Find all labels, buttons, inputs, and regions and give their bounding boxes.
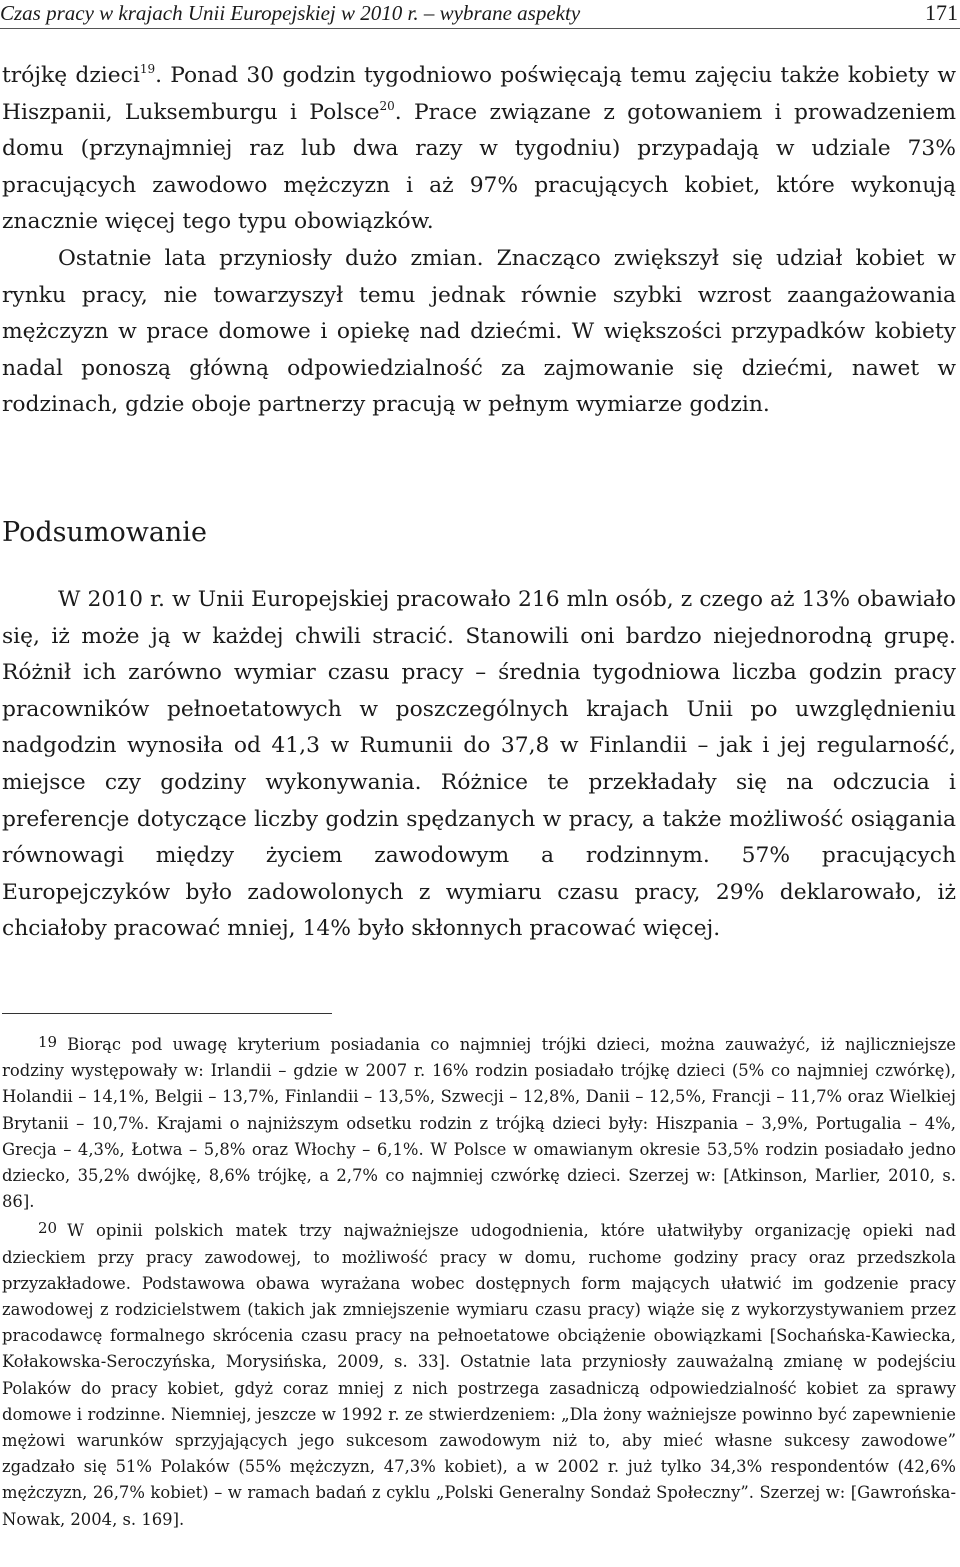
footnote-number: 19 [38, 1033, 58, 1051]
footnote-20 [2, 1215, 956, 1532]
page-number: 171 [925, 0, 958, 25]
summary-paragraph: W 2010 r. w Unii Europejskiej pracowało 216 mln osób, z czego aż 13% obawiało się, iż może ją w każdej chwili stracić. Stanowili oni bardzo niejednorodną grupę. Różnił ich zarówno wymiar czasu pracy – średnia tygodniowa liczba godzin pracy pracowników pełnoetatowych w poszczególnych krajach Unii po uwzględnieniu nadgodzin wynosiła od 41,3 w Rumunii do 37,8 w Finlandii – jak i jej regularność, miejsce czy godziny wykonywania. Różnice te przekładały się na odczucia i preferencje dotyczące liczby godzin spędzanych w pracy, a także możliwość osiągania równowagi między życiem zawodowym a rodzinnym. 57% pracujących Europejczyków było zadowolonych z wymiaru czasu pracy, 29% deklarowało, iż chciałoby pracować mniej, 14% było skłonnych pracować więcej. [2, 587, 956, 942]
text-run: trójkę dzieci [2, 63, 140, 88]
footnote-text: Biorąc pod uwagę kryterium posiadania co najmniej trójki dzieci, można zauważyć, iż najliczniejsze rodziny występowały w: Irlandii – gdzie w 2007 r. 16% rodzin posiadało trójkę dzieci (5% co najmniej czwórkę), Holandii – 14,1%, Belgii – 13,7%, Finlandii – 13,5%, Szwecji – 12,8%, Danii – 12,5%, Francji – 11,7% oraz Wielkiej Brytanii – 10,7%. Krajami o najniższym odsetku rodzin z trójką dzieci były: Hiszpania – 3,9%, Portugalia – 4%, Grecja – 4,3%, Łotwa – 5,8% oraz Włochy – 6,1%. W Polsce w omawianym okresie 53,5% rodzin posiadało jedno dziecko, 35,2% dwójkę, 8,6% trójkę, a 2,7% co najmniej czwórkę dzieci. Szerzej w: [Atkinson, Marlier, 2010, s. 86]. [2, 1035, 956, 1212]
section-title: Podsumowanie [2, 517, 207, 548]
running-header [0, 0, 960, 29]
footnote-text: W opinii polskich matek trzy najważniejsze udogodnienia, które ułatwiłyby organizację opieki nad dzieckiem przy pracy zawodowej, to możliwość pracy w domu, ruchome godziny pracy oraz przedszkola przyzakładowe. Podstawowa obawa wyrażana wobec dostępnych form mających ułatwić im godzenie pracy zawodowej z rodzicielstwem (takich jak zmniejszenie wymiaru czasu pracy) wiąże się z wykorzystywaniem przez pracodawcę formalnego skrócenia czasu pracy na pełnoetatowe obciążenie obowiązkami [Sochańska-Kawiecka, Kołakowska-Seroczyńska, Morysińska, 2009, s. 33]. Ostatnie lata przyniosły zauważalną zmianę w podejściu Polaków do pracy kobiet, gdyż coraz mniej z nich postrzega zasadniczą odpowiedzialność kobiet za sprawy domowe i rodzinne. Niemniej, jeszcze w 1992 r. ze stwierdzeniem: „Dla żony ważniejsze powinno być zapewnienie mężowi warunków sprzyjających jego sukcesom zawodowym niż to, aby mieć własne sukcesy zawodowe” zgadzało się 51% Polaków (55% mężczyzn, 47,3% kobiet), a w 2002 r. już tylko 34,3% respondentów (42,6% mężczyzn, 26,7% kobiet) – w ramach badań z cyklu „Polski Generalny Sondaż Społeczny”. Szerzej w: [Gawrońska-Nowak, 2004, s. 169]. [2, 1221, 956, 1529]
paragraph-changes: Ostatnie lata przyniosły dużo zmian. Znacząco zwiększył się udział kobiet w rynku pracy, nie towarzyszył temu jednak równie szybki wzrost zaangażowania mężczyzn w prace domowe i opiekę nad dziećmi. W większości przypadków kobiety nadal ponoszą główną odpowiedzialność za zajmowanie się dziećmi, nawet w rodzinach, gdzie oboje partnerzy pracują w pełnym wymiarze godzin. [2, 245, 956, 418]
running-title: Czas pracy w krajach Unii Europejskiej w 2010 r. – wybrane aspekty [0, 1, 581, 25]
footnote-number: 20 [38, 1219, 58, 1238]
summary-section [2, 582, 956, 948]
text-run: . Prace związane z gotowaniem i prowadzeniem domu (przynajmniej raz lub dwa razy w tygodniu) przypadają w udziale 73% pracujących zawodowo mężczyzn i aż 97% pracujących kobiet, które wykonują znacznie więcej tego typu obowiązków. [2, 99, 957, 235]
footnote-ref-20[interactable]: 20 [379, 98, 395, 113]
footnotes [2, 1029, 956, 1533]
paragraph-continuation [2, 58, 956, 241]
main-text-top [2, 58, 956, 424]
footnote-19 [2, 1029, 956, 1215]
text-run: . Ponad 30 godzin tygodniowo poświęcają temu zajęciu także kobiety w Hiszpanii, Luksemburgu i Polsce [2, 63, 956, 125]
footnote-ref-19[interactable]: 19 [139, 62, 156, 76]
footnote-divider [2, 1013, 332, 1014]
